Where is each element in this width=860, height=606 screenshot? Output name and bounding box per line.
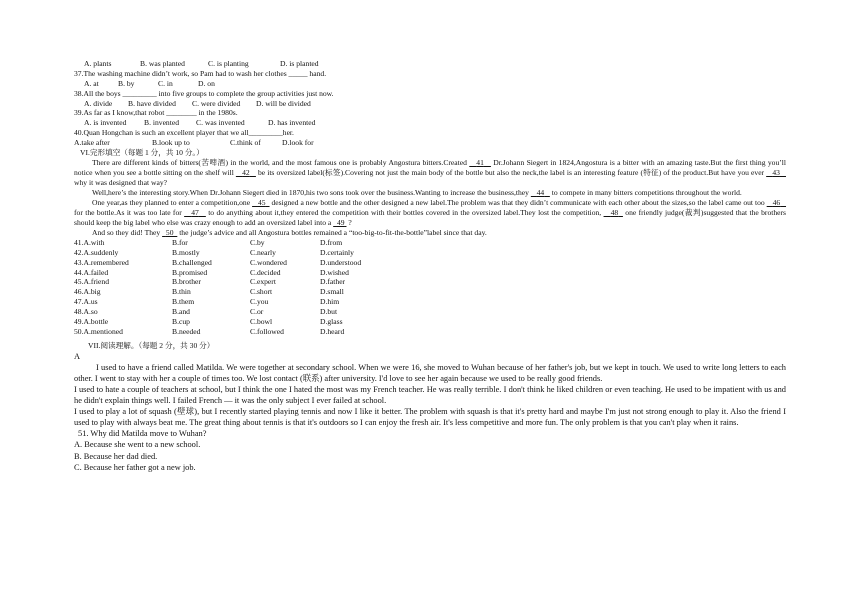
option: 48.A.so <box>74 307 98 317</box>
q51-option-b: B. Because her dad died. <box>74 451 158 461</box>
option-row <box>74 317 786 327</box>
option: B.look up to <box>152 138 190 148</box>
option-row <box>74 297 786 307</box>
cloze-text: for the bottle.As it was too late for <box>74 207 185 217</box>
option: B.cup <box>172 317 190 327</box>
cloze-blank-45: 45 <box>257 197 266 207</box>
cloze-blank-49: 49 <box>336 217 345 227</box>
option: C. in <box>158 78 173 88</box>
cloze-text: designed a new bottle and the other designed a new label.The problem was that they didn’t communicate with each other about the sizes,so the label came out too <box>269 197 767 207</box>
option: D.small <box>320 287 344 297</box>
option: B. by <box>118 78 135 88</box>
option: B. have divided <box>128 98 176 108</box>
q37-options <box>74 79 786 89</box>
cloze-text: Well,here’s the interesting story.When Dr.Johann Siegert died in 1870,his two sons took over the business.Wanting to increase the business,they <box>92 187 531 197</box>
option-row <box>74 287 786 297</box>
q39-options <box>74 118 786 128</box>
option: B.brother <box>172 277 201 287</box>
option: D.from <box>320 237 343 247</box>
option-row <box>74 248 786 258</box>
option: 49.A.bottle <box>74 317 109 327</box>
cloze-paragraph-2 <box>74 188 786 198</box>
q51-option-c: C. Because her father got a new job. <box>74 462 196 472</box>
option: C.expert <box>250 277 276 287</box>
option-row <box>74 268 786 278</box>
q40-stem: 40.Quan Hongchan is such an excellent player that we all_________her. <box>74 128 294 138</box>
option: 44.A.failed <box>74 267 109 277</box>
cloze-blank-48: 48 <box>610 207 619 217</box>
option: C.nearly <box>250 247 276 257</box>
cloze-text: ? <box>346 217 352 227</box>
question-51: 51. Why did Matilda move to Wuhan? <box>78 429 207 439</box>
cloze-paragraph-4 <box>74 228 786 238</box>
option: D.glass <box>320 317 343 327</box>
option-row <box>74 307 786 317</box>
cloze-text: why it was designed that way? <box>74 177 168 187</box>
cloze-blank-47: 47 <box>191 207 199 217</box>
option: D.father <box>320 277 346 287</box>
grammar-section <box>74 59 786 158</box>
cloze-blank-50: 50 <box>165 227 174 237</box>
option: D.look for <box>282 138 314 148</box>
option: A. is invented <box>84 118 127 128</box>
option: B. invented <box>144 118 180 128</box>
cloze-blank-43: 43 <box>772 167 780 177</box>
q51-option-a: A. Because she went to a new school. <box>74 440 201 450</box>
option: B.and <box>172 307 190 317</box>
cloze-options-grid <box>74 238 786 337</box>
option: C. was invented <box>196 118 245 128</box>
cloze-text: to compete in many bitters competitions throughout the world. <box>549 187 742 197</box>
option: B.promised <box>172 267 208 277</box>
q36-options <box>74 59 786 69</box>
option: C.short <box>250 287 273 297</box>
option: A. divide <box>84 98 113 108</box>
option: D.but <box>320 307 338 317</box>
cloze-blank-41: 41 <box>476 157 484 167</box>
option: 42.A.suddenly <box>74 247 119 257</box>
option: C. were divided <box>192 98 241 108</box>
option-row <box>74 258 786 268</box>
option: 46.A.big <box>74 287 101 297</box>
reading-paragraph-3: I used to play a lot of squash (壁球), but I recently started playing tennis and now I like it better. The problem with squash is that it's pretty hard and maybe I'm just not strong enough to play it. Also the friend I used to play with always beat me. The great thing about tennis is that it's outdoors so I can enjoy the fresh air. It's less competitive and more fun. The only problem is that you can't play when it rains. <box>74 407 786 428</box>
option: B. was planted <box>140 59 185 68</box>
reading-passage <box>74 362 786 473</box>
cloze-text: There are different kinds of bitters(苦啤酒) in the world, and the most famous one is probably Angostura bitters.Created <box>92 157 470 167</box>
cloze-text: Dr.Johann Siegert in 1824,Angostura is a bitter with an amazing taste.But the first thing you’ll notice when you see a bottle sitting on the shelf will <box>74 157 786 177</box>
option: D.him <box>320 297 340 307</box>
option: D. will be divided <box>256 98 311 108</box>
option: D.wished <box>320 267 349 277</box>
option: D. has invented <box>268 118 316 128</box>
option: B.challenged <box>172 257 212 267</box>
option: C.you <box>250 297 269 307</box>
option: B.thin <box>172 287 191 297</box>
q38-stem: 38.All the boys _________ into five groups to complete the group activities just now. <box>74 88 334 98</box>
option-row <box>74 327 786 337</box>
option: 47.A.us <box>74 297 98 307</box>
cloze-blank-42: 42 <box>242 167 250 177</box>
option: B.them <box>172 297 195 307</box>
option: B.needed <box>172 326 201 336</box>
option: C.bowl <box>250 317 273 327</box>
option: C. is planting <box>208 59 249 68</box>
option: A. plants <box>84 59 112 68</box>
option: C.think of <box>230 138 261 148</box>
option: B.for <box>172 237 188 247</box>
option: A. at <box>84 78 99 88</box>
q39-stem: 39.As far as I know,that robot ________ in the 1980s. <box>74 108 238 118</box>
option: C.followed <box>250 326 284 336</box>
option: D. is planted <box>280 59 319 68</box>
option: 41.A.with <box>74 237 105 247</box>
cloze-blank-44: 44 <box>536 187 545 197</box>
option-row <box>74 238 786 248</box>
option: D.understood <box>320 257 362 267</box>
cloze-text: One year,as they planned to enter a competition,one <box>92 197 253 207</box>
q38-options <box>74 99 786 109</box>
option: C.wondered <box>250 257 287 267</box>
option: A.take after <box>74 138 110 148</box>
section-7-title: VII.阅读理解。（每题 2 分，共 30 分） <box>88 340 215 350</box>
option: 43.A.remembered <box>74 257 129 267</box>
passage-label: A <box>74 351 81 361</box>
option: C.or <box>250 307 264 317</box>
q37-stem: 37.The washing machine didn’t work, so Pam had to wash her clothes _____ hand. <box>74 68 327 78</box>
option: D. on <box>198 78 215 88</box>
cloze-text: And so they did! They <box>92 227 163 237</box>
option: C.by <box>250 237 265 247</box>
option-row <box>74 277 786 287</box>
cloze-paragraph-1 <box>74 158 786 188</box>
option: D.heard <box>320 326 345 336</box>
option: 50.A.mentioned <box>74 326 123 336</box>
cloze-text: the judge’s advice and all Angostura bottles remained a “too-big-to-fit-the-bottle”label since that day. <box>177 227 487 237</box>
exam-page <box>74 59 786 473</box>
option: 45.A.friend <box>74 277 110 287</box>
cloze-blank-46: 46 <box>772 197 781 207</box>
cloze-text: be its oversized label(标签).Covering not just the main body of the bottle but also the neck,the label is an interesting feature (特征) of the product.But have you ever <box>255 167 767 177</box>
reading-paragraph-2: I used to hate a couple of teachers at school, but I think the one I hated the most was my French teacher. He was really terrible. I don't think he liked children or even teaching. He used to be impatient with us and he didn't explain things well. I failed French — it was the only subject I ever failed at school. <box>74 385 786 406</box>
cloze-text: to do anything about it,they entered the competition with their bottles covered in the oversized label.They lost the competition, <box>205 207 604 217</box>
cloze-paragraph-3 <box>74 198 786 228</box>
option: C.decided <box>250 267 281 277</box>
section-6-title: VI.完形填空（每题 1 分，共 10 分。） <box>80 148 204 158</box>
option: B.mostly <box>172 247 200 257</box>
cloze-passage <box>74 158 786 238</box>
option: D.certainly <box>320 247 354 257</box>
q40-options <box>74 138 786 148</box>
reading-paragraph-1: I used to have a friend called Matilda. We were together at secondary school. When we were 16, she moved to Wuhan because of her father's job, but we kept in touch. We used to write long letters to each other. I went to stay with her a couple of times too. We lost contact (联系) after university. I'd love to see her again because we used to be really good friends. <box>74 362 786 383</box>
cloze-text: one friendly judge(裁判)suggested that the brothers should keep the big label who else was crazy enough to add an oversized label into a <box>74 207 786 227</box>
